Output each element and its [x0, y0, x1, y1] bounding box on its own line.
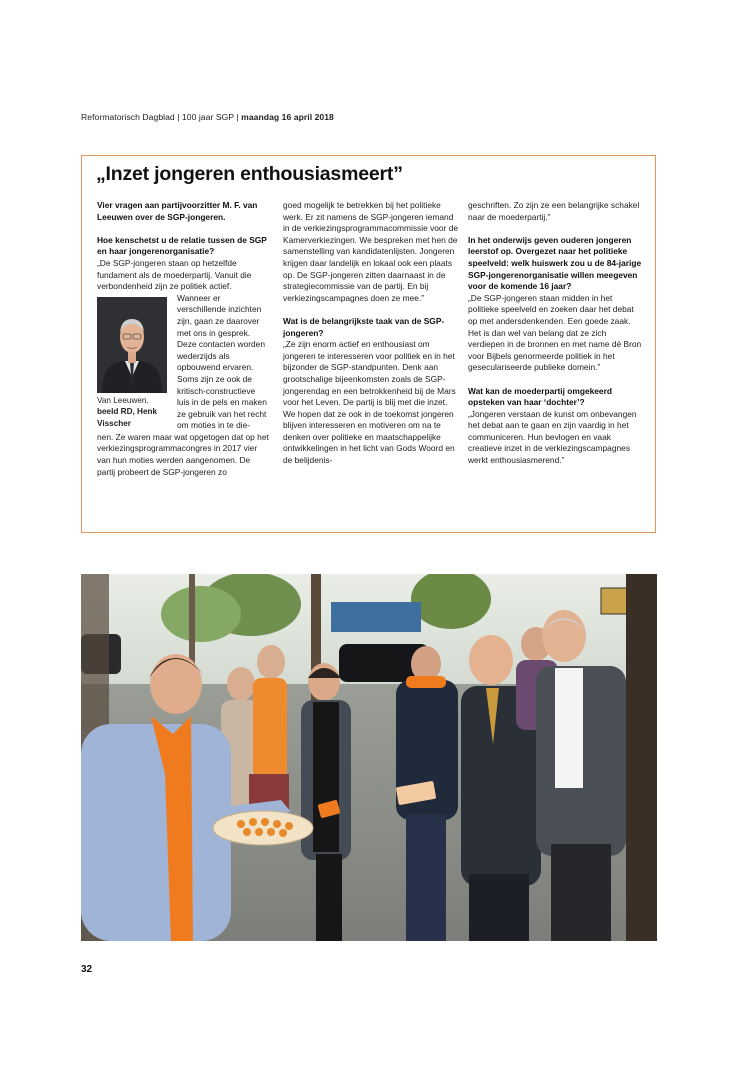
question-1: Hoe kenschetst u de relatie tussen de SGP en haar jongerenorganisatie? [97, 234, 267, 257]
portrait-caption [97, 395, 177, 430]
article-column-2 [283, 200, 458, 467]
answer-2: „Ze zijn enorm actief en enthousiast om jongeren te interesseren voor politiek en in het bijzonder de SGP-standpunten. Denk aan grootschalige bijeenkomsten zoals de SGP-jongerendag en een betrokkenheid bij de Mars voor het Leven. De partij is blij met die inzet. We hopen dat ze ook in de toekomst jongeren blijven interesseren en motiveren om na te denken over politieke en maatschappelijke ontwikkelingen in het licht van Gods Woord en de belijdenis- [283, 339, 456, 466]
portrait-photo [97, 297, 167, 393]
answer-4: „Jongeren verstaan de kunst om onbevangen het debat aan te gaan en zijn vaardig in het communiceren. Hun bevlogen en vaak creatieve inzet in de verkiezingscampagnes werkt enthousiasmerend.” [468, 408, 637, 466]
portrait-block [97, 293, 177, 430]
question-3: In het onderwijs geven ouderen jongeren leerstof op. Overgezet naar het politieke speelveld: welk huiswerk zou u de 84-jarige SGP-jongerenorganisatie willen meegeven voor de komende 16 jaar? [468, 234, 642, 292]
event-photo [81, 574, 657, 941]
answer-3: „De SGP-jongeren staan midden in het politieke speelveld en zoeken daar het debat op met andersdenkenden. Een goede zaak. Het is dan wel van belang dat ze zich verdiepen in de bronnen en met name dé Bron voor Bijbels genormeerde politiek in het geseculariseerde publieke domein.” [468, 292, 642, 373]
running-header [81, 112, 661, 122]
question-4: Wat kan de moederpartij omgekeerd opsteken van haar ‘dochter’? [468, 385, 612, 408]
caption-credit: beeld RD, Henk Visscher [97, 407, 158, 428]
article-column-3 [468, 200, 644, 467]
answer-1-top: „De SGP-jongeren staan op hetzelfde fundament als de moederpartij. Vanuit die verbondenheid zijn ze politiek actief. [97, 257, 252, 292]
article-title: „Inzet jongeren enthousiasmeert” [96, 163, 403, 185]
portrait-wrap [97, 293, 269, 432]
article-intro: Vier vragen aan partijvoorzitter M. F. van Leeuwen over de SGP-jongeren. [97, 200, 258, 222]
publication-date: maandag 16 april 2018 [241, 112, 334, 122]
article-column-1 [97, 200, 269, 478]
page-number: 32 [81, 964, 93, 975]
publication-name: Reformatorisch Dagblad | 100 jaar SGP | [81, 112, 242, 122]
answer-1-bottom: nen. Ze waren maar wat opgetogen dat op het verkiezingsprogrammacongres in 2017 vier van hun moties werden aangenomen. De partij probeert de SGP-jongeren zo [97, 431, 269, 477]
caption-name: Van Leeuwen. [97, 395, 149, 405]
answer-2-continued: geschriften. Zo zijn ze een belangrijke schakel naar de moederpartij.” [468, 200, 640, 222]
answer-1-side: Wanneer er verschillende inzichten zijn, gaan ze daarover met ons in gesprek. Deze contacten worden wederzijds als opbouwend ervaren. Soms zijn ze ook de kritisch-constructieve luis in de pels en maken ze gebruik van het recht om moties in te die- [177, 292, 267, 431]
answer-1-continued: goed mogelijk te betrekken bij het politieke werk. Er zit namens de SGP-jongeren iemand in de verkiezingsprogrammacommissie voor de Kamerverkiezingen. We bespreken met hen de samenstelling van kandidatenlijsten. Jongeren krijgen daar landelijk en lokaal ook een plaats op. De SGP-jongeren zitten daarnaast in de strategiecommissie van de partij. En bij verkiezingscampagnes doen ze mee.” [283, 200, 459, 303]
portrait-illustration [97, 297, 167, 393]
event-photo-illustration [81, 574, 657, 941]
question-2: Wat is de belangrijkste taak van de SGP-jongeren? [283, 315, 445, 338]
